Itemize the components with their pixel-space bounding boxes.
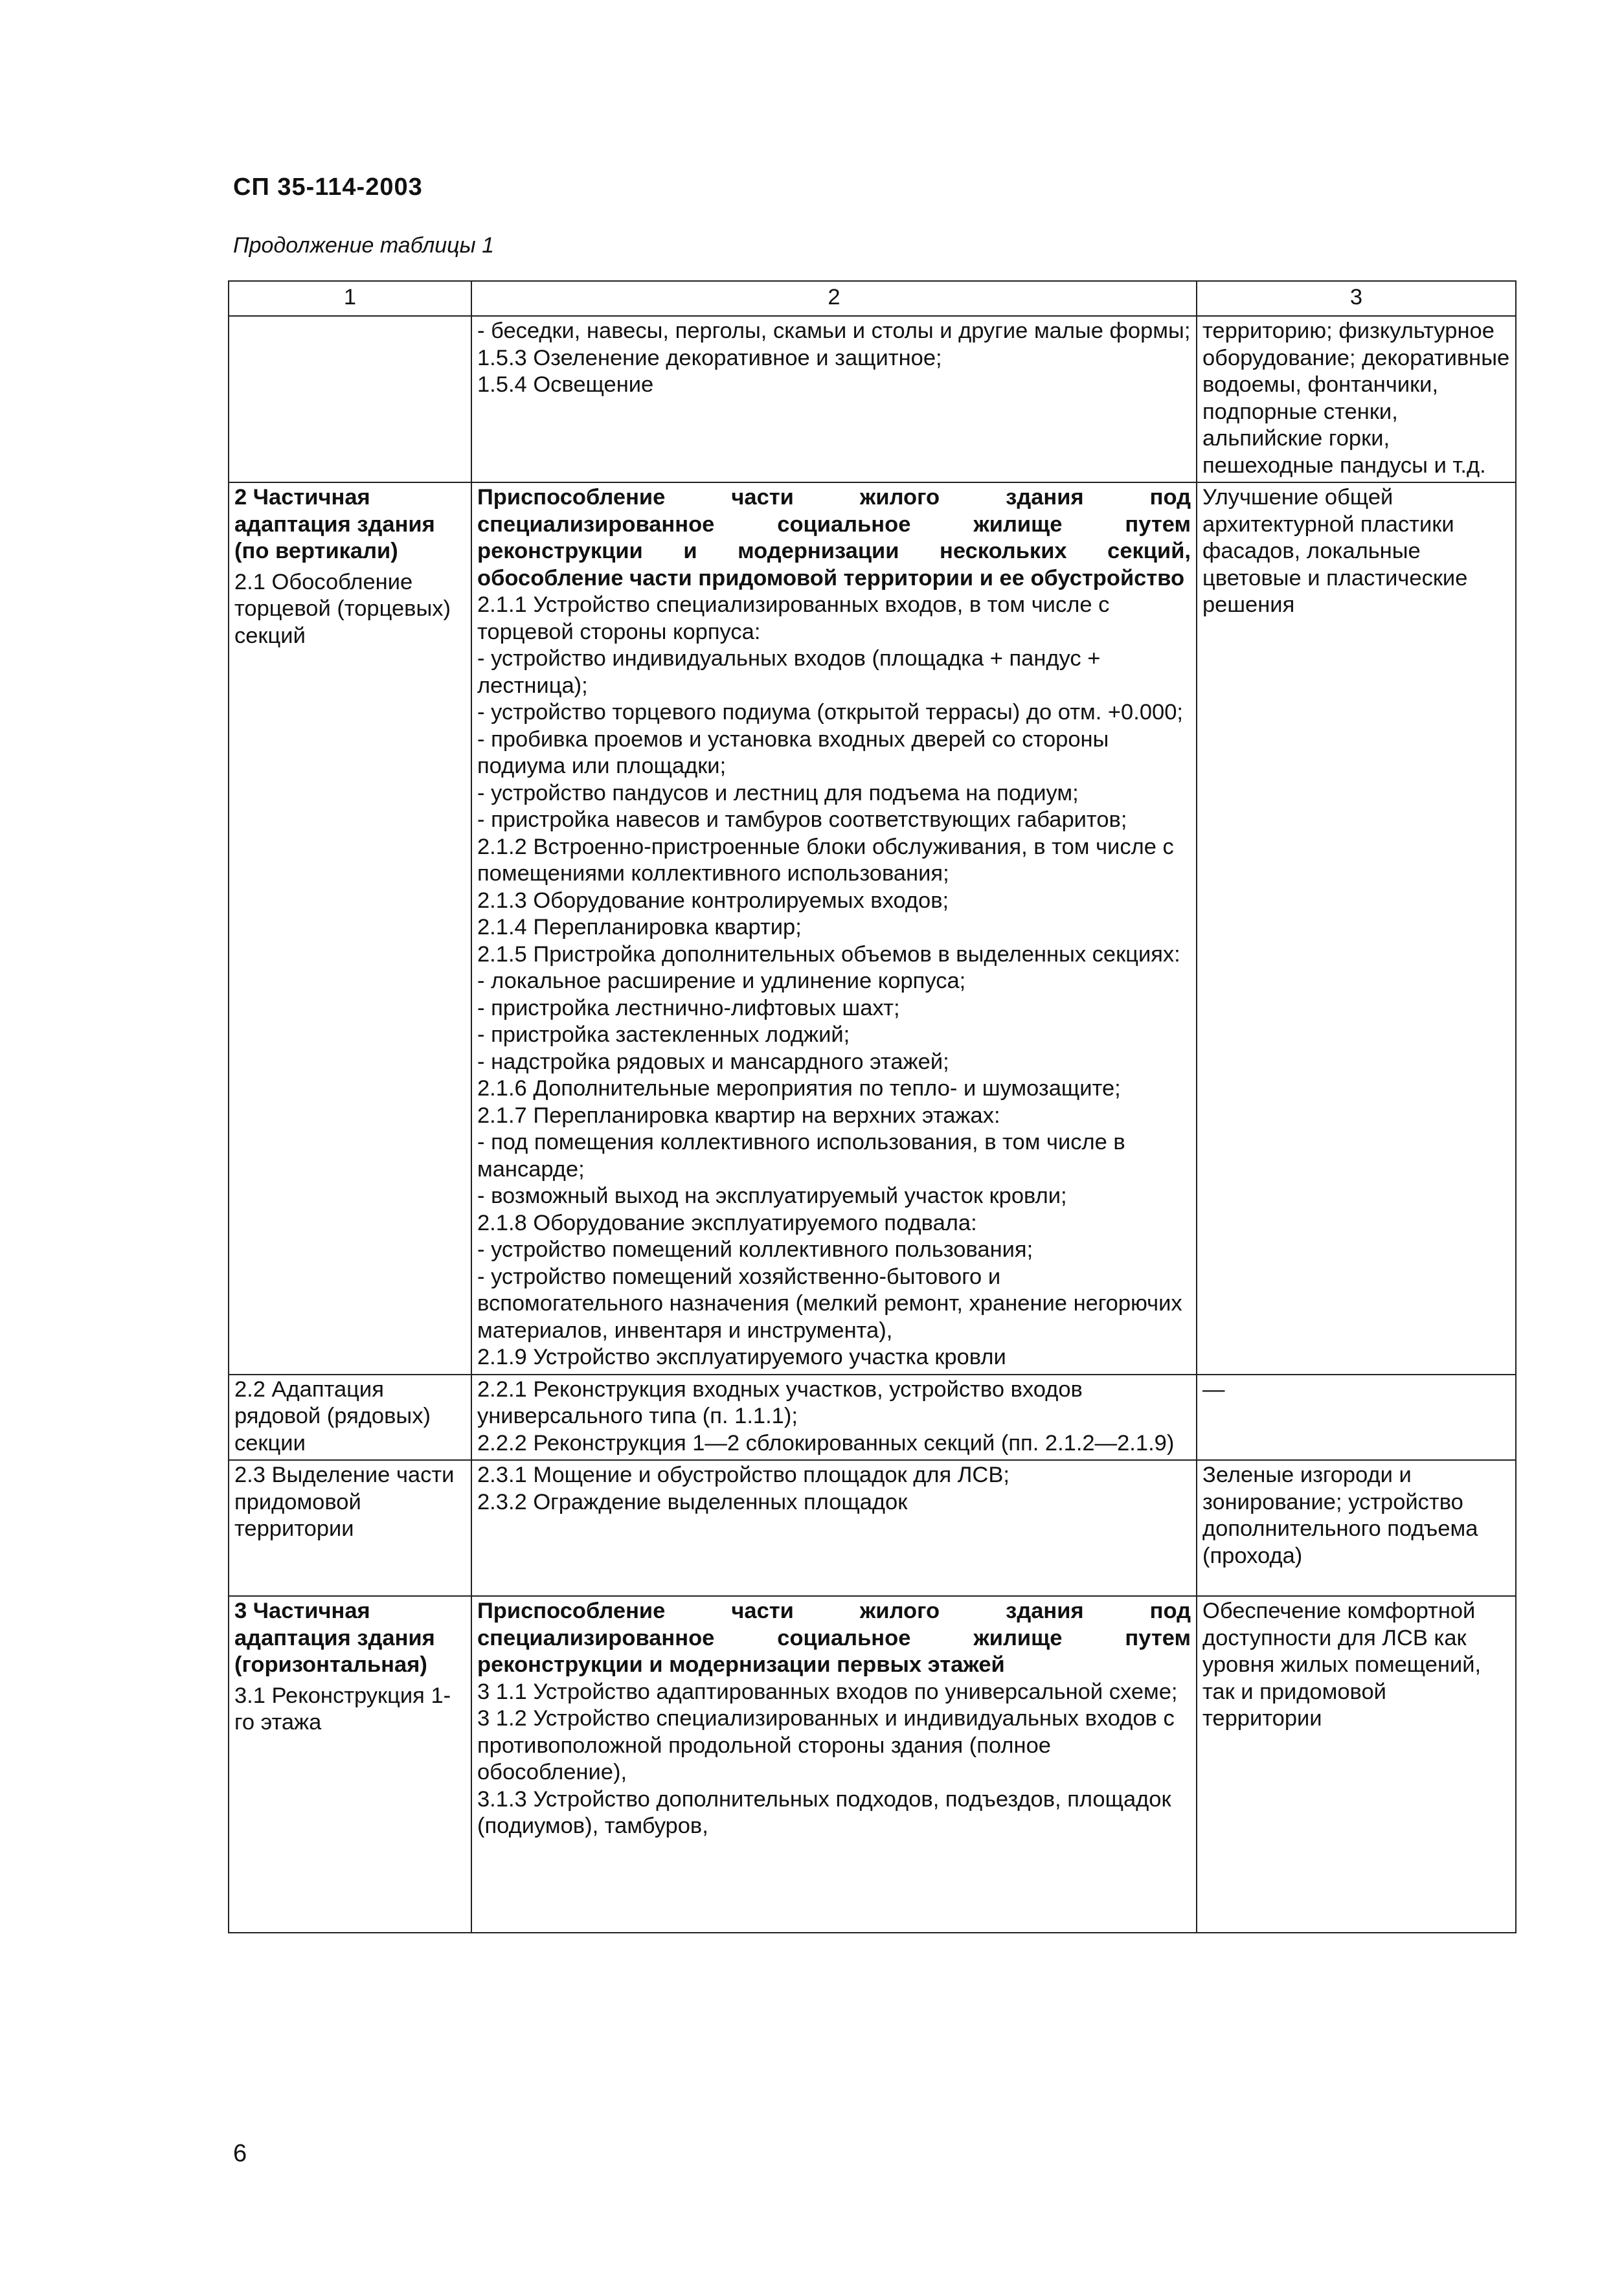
- list-item: 2.2.1 Реконструкция входных участков, устройство входов универсального типа (п. 1.1.1);: [477, 1377, 1083, 1428]
- list-item: - под помещения коллективного использования, в том числе в мансарде;: [477, 1130, 1125, 1182]
- list-item: - устройство помещений хозяйственно-бытового и вспомогательного назначения (мелкий ремонт, хранение негорючих материалов, инвентаря и инструмента),: [477, 1264, 1182, 1343]
- cell-subsection: 2.2 Адаптация рядовой (рядовых) секции: [229, 1375, 471, 1461]
- cell-measures: [471, 1460, 1197, 1596]
- cell-notes: Зеленые изгороди и зонирование; устройство дополнительного подъема (прохода): [1197, 1460, 1516, 1596]
- cell-empty: [229, 316, 471, 482]
- list-item: - возможный выход на эксплуатируемый участок кровли;: [477, 1184, 1067, 1208]
- list-item: - устройство помещений коллективного пользования;: [477, 1237, 1033, 1262]
- cell-measures: [471, 1596, 1197, 1933]
- list-item: - устройство пандусов и лестниц для подъема на подиум;: [477, 780, 1079, 805]
- list-item: - устройство индивидуальных входов (площадка + пандус + лестница);: [477, 646, 1101, 698]
- table-header-row: [229, 281, 1516, 316]
- document-code: СП 35-114-2003: [233, 174, 423, 201]
- cell-measures: [471, 1375, 1197, 1461]
- column-header-3: 3: [1197, 281, 1516, 316]
- list-item: 2.3.1 Мощение и обустройство площадок для ЛСВ;: [477, 1463, 1009, 1487]
- cell-notes: —: [1197, 1375, 1516, 1461]
- list-item: 2.3.2 Ограждение выделенных площадок: [477, 1489, 908, 1514]
- list-item: 2.1.6 Дополнительные мероприятия по тепло- и шумозащите;: [477, 1076, 1121, 1101]
- list-item: 1.5.3 Озеленение декоративное и защитное;: [477, 345, 942, 370]
- list-item: 3 1.2 Устройство специализированных и индивидуальных входов с противоположной продольной стороны здания (полное обособление),: [477, 1706, 1175, 1784]
- cell-subsection: 2.3 Выделение части придомовой территории: [229, 1460, 471, 1596]
- list-item: 3 1.1 Устройство адаптированных входов по универсальной схеме;: [477, 1679, 1178, 1704]
- list-item: - локальное расширение и удлинение корпуса;: [477, 969, 966, 993]
- list-item: - беседки, навесы, перголы, скамьи и столы и другие малые формы;: [477, 319, 1191, 343]
- list-item: 2.1.4 Перепланировка квартир;: [477, 915, 802, 939]
- page-number: 6: [233, 2140, 247, 2167]
- table-row-continuation: [229, 316, 1516, 482]
- subsection-title: 3.1 Реконструкция 1-го этажа: [234, 1683, 451, 1735]
- table-row-section-2-2: [229, 1375, 1516, 1461]
- column-header-1: 1: [229, 281, 471, 316]
- table-row-section-2: [229, 482, 1516, 1375]
- list-item: - устройство торцевого подиума (открытой террасы) до отм. +0.000;: [477, 700, 1183, 725]
- section-title: 3 Частичная адаптация здания (горизонтальная): [234, 1599, 435, 1677]
- table-row-section-2-3: [229, 1460, 1516, 1596]
- cell-notes: Улучшение общей архитектурной пластики фасадов, локальные цветовые и пластические решения: [1197, 482, 1516, 1375]
- list-item: 2.1.3 Оборудование контролируемых входов;: [477, 888, 949, 913]
- cell-notes: территорию; физкультурное оборудование; декоративные водоемы, фонтанчики, подпорные стенки, альпийские горки, пешеходные пандусы и т.д.: [1197, 316, 1516, 482]
- list-item: 2.1.9 Устройство эксплуатируемого участка кровли: [477, 1345, 1006, 1369]
- list-item: - пробивка проемов и установка входных дверей со стороны подиума или площадки;: [477, 726, 1109, 778]
- table-row-section-3: [229, 1596, 1516, 1933]
- section-heading: Приспособление части жилого здания под специализированное социальное жилище путем реконструкции и модернизации первых этажей: [477, 1599, 1191, 1677]
- column-header-2: 2: [471, 281, 1197, 316]
- cell-measures: [471, 482, 1197, 1375]
- cell-notes: Обеспечение комфортной доступности для ЛСВ как уровня жилых помещений, так и придомовой территории: [1197, 1596, 1516, 1933]
- subsection-title: 2.1 Обособление торцевой (торцевых) секций: [234, 569, 451, 648]
- list-item: - пристройка застекленных лоджий;: [477, 1022, 850, 1047]
- list-item: - пристройка навесов и тамбуров соответствующих габаритов;: [477, 807, 1127, 832]
- cell-measures: [471, 316, 1197, 482]
- list-item: 2.1.8 Оборудование эксплуатируемого подвала:: [477, 1210, 977, 1235]
- section-heading: Приспособление части жилого здания под специализированное социальное жилище путем реконструкции и модернизации нескольких секций, обособление части придомовой территории и ее обустройство: [477, 485, 1191, 590]
- list-item: - пристройка лестнично-лифтовых шахт;: [477, 995, 900, 1020]
- section-title: 2 Частичная адаптация здания (по вертикали): [234, 485, 435, 563]
- list-item: 2.1.5 Пристройка дополнительных объемов в выделенных секциях:: [477, 941, 1180, 967]
- list-item: 2.1.2 Встроенно-пристроенные блоки обслуживания, в том числе с помещениями коллективного использования;: [477, 834, 1174, 886]
- list-item: 3.1.3 Устройство дополнительных подходов, подъездов, площадок (подиумов), тамбуров,: [477, 1786, 1171, 1838]
- list-item: - надстройка рядовых и мансардного этажей;: [477, 1049, 949, 1074]
- cell-section-title: [229, 1596, 471, 1933]
- list-item: 2.1.7 Перепланировка квартир на верхних этажах:: [477, 1103, 1000, 1128]
- cell-section-title: [229, 482, 471, 1375]
- list-item: 1.5.4 Освещение: [477, 372, 654, 397]
- list-item: 2.1.1 Устройство специализированных входов, в том числе с торцевой стороны корпуса:: [477, 592, 1110, 644]
- requirements-table: [228, 280, 1517, 1933]
- table-continuation-label: Продолжение таблицы 1: [233, 233, 494, 258]
- list-item: 2.2.2 Реконструкция 1—2 сблокированных секций (пп. 2.1.2—2.1.9): [477, 1430, 1175, 1456]
